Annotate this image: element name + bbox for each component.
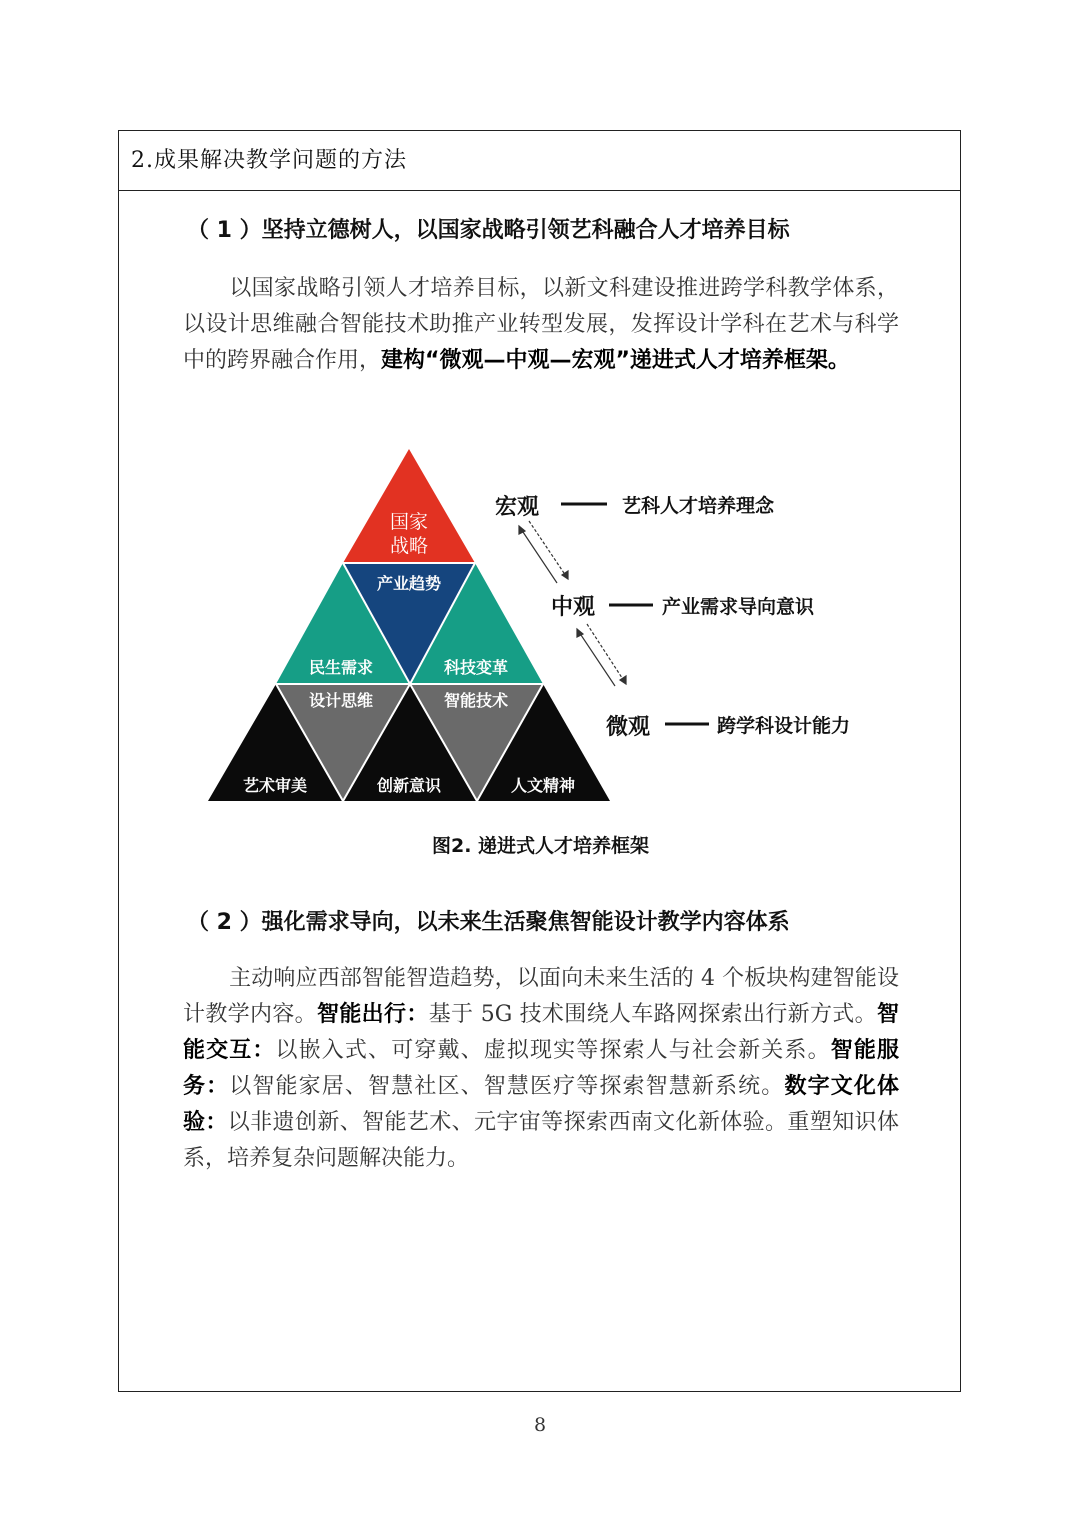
pyramid-diagram [119,131,962,831]
micro-desc: 跨学科设计能力 [717,715,851,737]
part2-text-5: 以非遗创新、智能艺术、元宇宙等探索西南文化新体验。重塑知识体系，培养复杂问题解决能力。 [183,1110,899,1171]
part2-text-1: 主动响应西部智能智造趋势，以面向未来生活的 4 个板块构建智能设计教学内容。 [183,966,899,1027]
macro-desc: 艺科人才培养理念 [622,495,775,517]
part2-bold-1: 智能出行： [317,1002,429,1027]
label-national-strategy-1: 国家 [389,511,429,533]
arrow-macro-meso [519,521,568,583]
part2-text-4: 以智能家居、智慧社区、智慧医疗等探索智慧新系统。 [229,1074,785,1099]
content-frame [118,130,961,1392]
part2-heading: （ 2 ）强化需求导向，以未来生活聚焦智能设计教学内容体系 [187,910,790,935]
arrow-meso-micro [577,624,626,686]
label-tech-change: 科技变革 [443,658,509,677]
part2-bold-4: 数字文化体验： [183,1074,899,1135]
part1-heading: （ 1 ）坚持立德树人，以国家战略引领艺科融合人才培养目标 [187,218,790,243]
meso-label: 中观 [551,595,596,620]
part2-text-2: 基于 5G 技术围绕人车路网探索出行新方式。 [428,1002,877,1027]
meso-desc: 产业需求导向意识 [662,596,815,618]
framework-figure [119,131,962,891]
label-art: 艺术审美 [242,776,308,795]
label-design-thinking: 设计思维 [308,691,374,710]
part1-bold-text: 建构“微观—中观—宏观”递进式人才培养框架。 [381,348,850,373]
part2-text-3: 以嵌入式、可穿戴、虚拟现实等探索人与社会新关系。 [275,1038,831,1063]
label-national-strategy-2: 战略 [389,535,429,557]
label-industry-trend: 产业趋势 [376,574,442,593]
label-smart-tech: 智能技术 [443,691,509,710]
part1-text: 以国家战略引领人才培养目标，以新文科建设推进跨学科教学体系，以设计思维融合智能技术助推产业转型发展，发挥设计学科在艺术与科学中的跨界融合作用， [183,276,899,373]
label-humanities: 人文精神 [510,776,576,795]
part2-bold-3: 智能服务： [183,1038,899,1099]
page-number: 8 [533,1414,547,1436]
micro-label: 微观 [606,715,651,740]
label-livelihood: 民生需求 [308,658,374,677]
label-innovation: 创新意识 [376,776,442,795]
part2-paragraph [183,961,899,1177]
section-title: 2.成果解决教学问题的方法 [119,131,960,191]
part2-bold-2: 智能交互： [183,1002,899,1063]
figure-caption: 图2. 递进式人才培养框架 [431,835,650,857]
macro-label: 宏观 [495,495,540,520]
